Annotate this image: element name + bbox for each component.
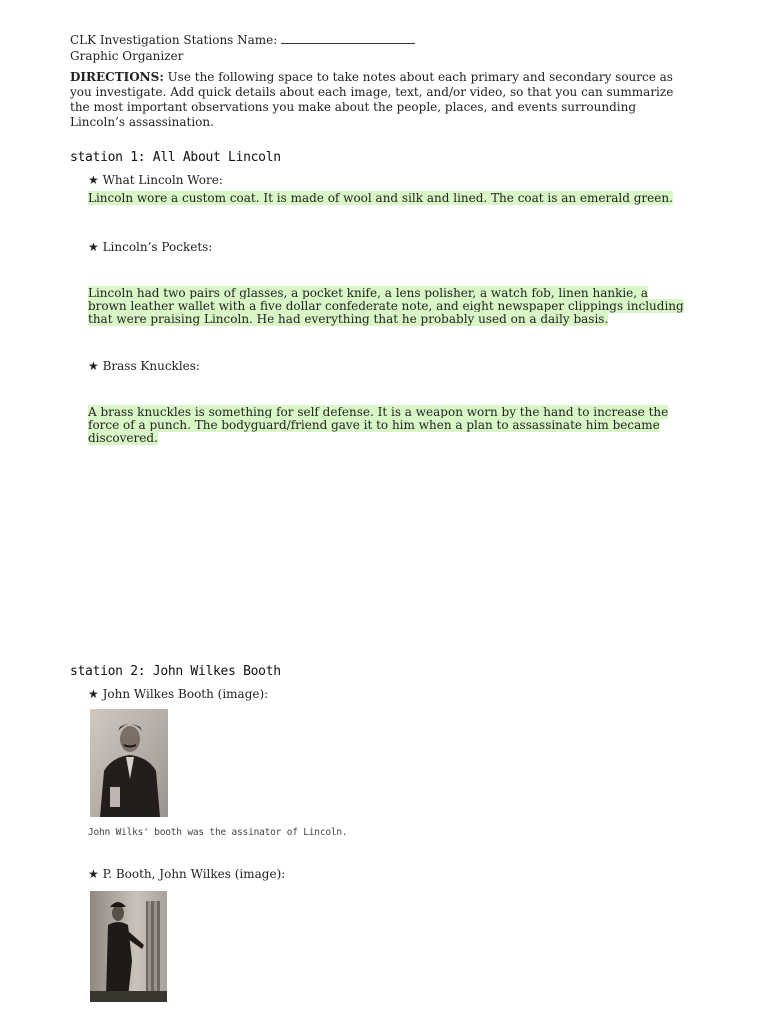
station1-title: station 1: All About Lincoln bbox=[70, 150, 281, 165]
header-name-line bbox=[70, 32, 415, 48]
station1-item2-answer bbox=[88, 287, 688, 326]
station1-item1-answer bbox=[88, 192, 688, 205]
station1-item2-label: ★ Lincoln’s Pockets: bbox=[88, 240, 213, 254]
header-subtitle: Graphic Organizer bbox=[70, 49, 184, 63]
station1-item3-answer-text: A brass knuckles is something for self defense. It is a weapon worn by the hand to increase the force of a punch. The bodyguard/friend gave it to him when a plan to assassinate him became discovered. bbox=[88, 405, 669, 445]
directions-paragraph bbox=[70, 70, 690, 130]
station1-item1-answer-text: Lincoln wore a custom coat. It is made of wool and silk and lined. The coat is an emerald green. bbox=[88, 191, 673, 205]
station2-title: station 2: John Wilkes Booth bbox=[70, 664, 281, 679]
name-blank[interactable] bbox=[281, 33, 415, 44]
booth-image-caption: John Wilks' booth was the assinator of Lincoln. bbox=[88, 827, 348, 838]
station1-item3-answer bbox=[88, 406, 688, 445]
station1-item1-label: ★ What Lincoln Wore: bbox=[88, 173, 223, 187]
station2-item1-label: ★ John Wilkes Booth (image): bbox=[88, 687, 269, 701]
station1-item2-answer-text: Lincoln had two pairs of glasses, a pocket knife, a lens polisher, a watch fob, linen hankie, a brown leather wallet with a five dollar confederate note, and eight newspaper clippings including that were praising Lincoln. He had everything that he probably used on a daily basis. bbox=[88, 286, 684, 326]
booth-full-length-image bbox=[90, 891, 167, 1002]
station1-item3-label: ★ Brass Knuckles: bbox=[88, 359, 200, 373]
header-title: CLK Investigation Stations Name: bbox=[70, 33, 278, 47]
directions-text: Use the following space to take notes about each primary and secondary source as you investigate. Add quick details about each image, text, and/or video, so that you can summarize the most important observations you make about the people, places, and events surrounding Lincoln’s assassination. bbox=[70, 70, 674, 129]
directions-label: DIRECTIONS: bbox=[70, 70, 164, 84]
station2-item2-label: ★ P. Booth, John Wilkes (image): bbox=[88, 867, 286, 881]
booth-portrait-image bbox=[90, 709, 168, 817]
